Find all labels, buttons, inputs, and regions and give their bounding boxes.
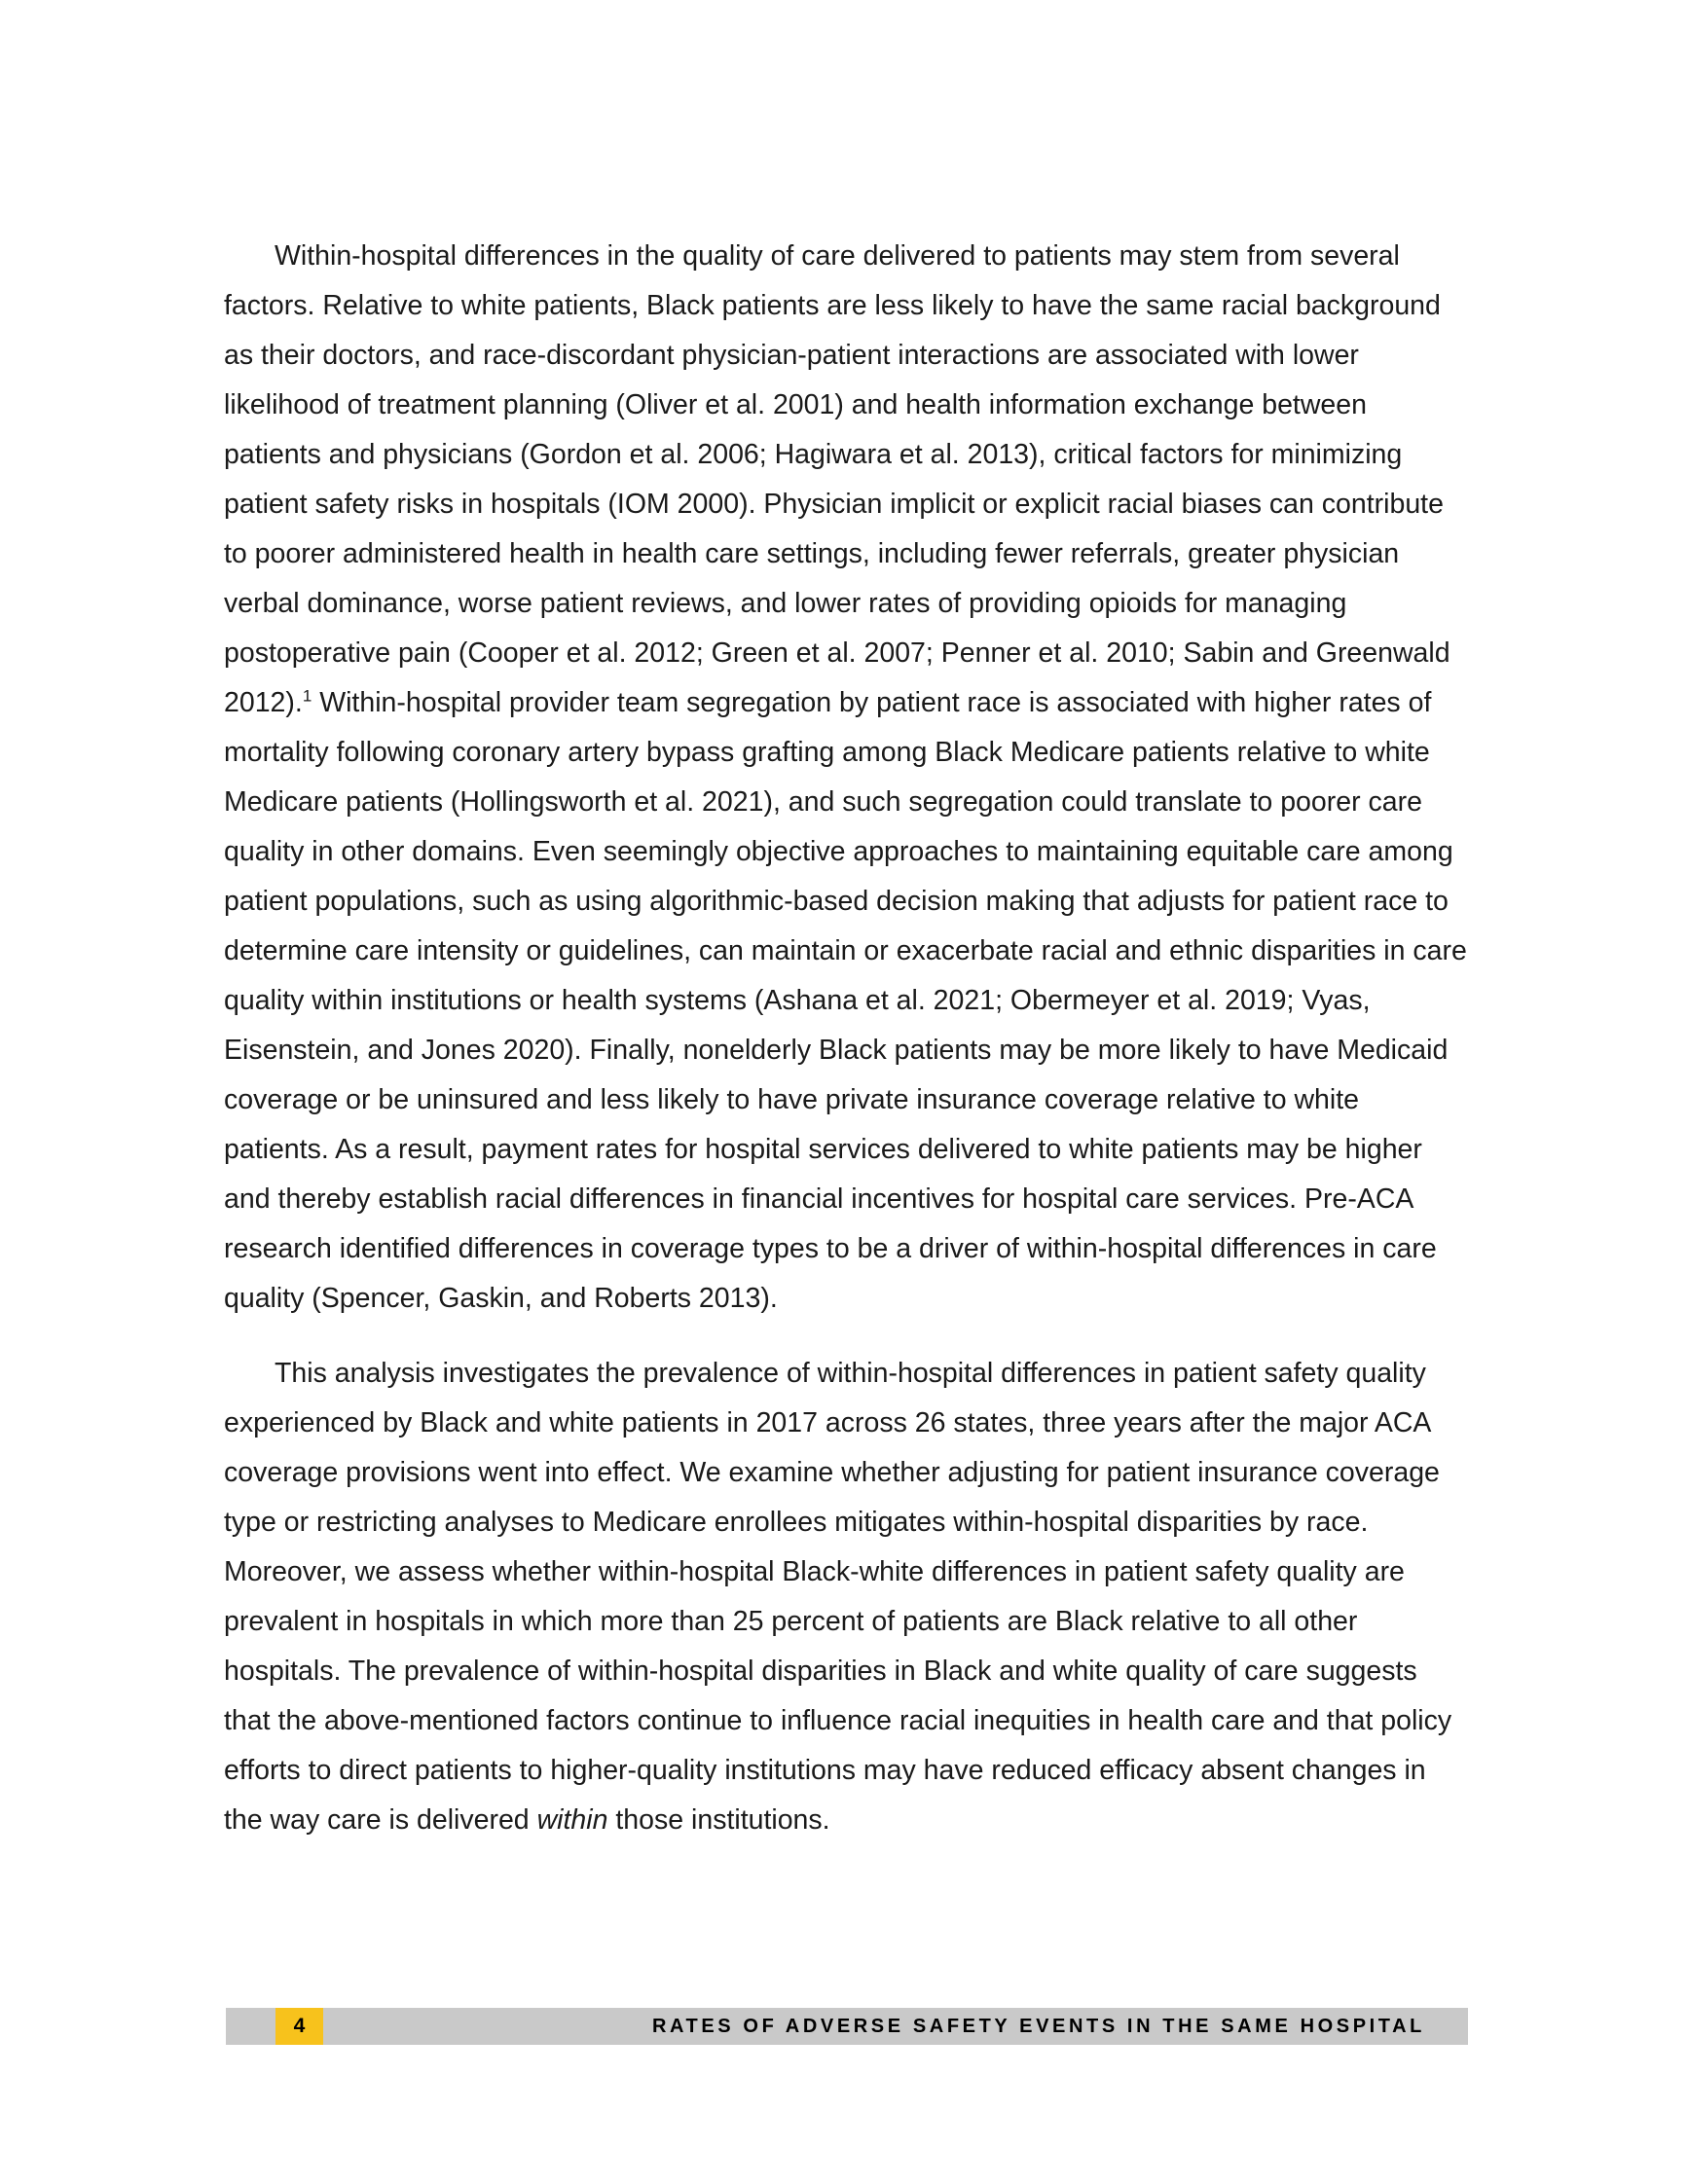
page-number: 4 <box>275 2008 323 2045</box>
paragraph-2 <box>224 1349 1470 1845</box>
footnote-marker[interactable]: 1 <box>302 686 312 706</box>
paragraph-2-text-end: those institutions. <box>607 1804 830 1836</box>
emphasis-within: within <box>536 1804 608 1836</box>
paragraph-1 <box>224 232 1470 1324</box>
running-title: RATES OF ADVERSE SAFETY EVENTS IN THE SAME HOSPITAL <box>651 2016 1425 2037</box>
page-footer <box>226 2008 1468 2045</box>
paragraph-1-text-continued: Within-hospital provider team segregation by patient race is associated with higher rates of mortality following coronary artery bypass grafting among Black Medicare patients relative to white Medicare patients (Hollingsworth et al. 2021), and such segregation could translate to poorer care quality in other domains. Even seemingly objective approaches to maintaining equitable care among patient populations, such as using algorithmic-based decision making that adjusts for patient race to determine care intensity or guidelines, can maintain or exacerbate racial and ethnic disparities in care quality within institutions or health systems (Ashana et al. 2021; Obermeyer et al. 2019; Vyas, Eisenstein, and Jones 2020). Finally, nonelderly Black patients may be more likely to have Medicaid coverage or be uninsured and less likely to have private insurance coverage relative to white patients. As a result, payment rates for hospital services delivered to white patients may be higher and thereby establish racial differences in financial incentives for hospital care services. Pre-ACA research identified differences in coverage types to be a driver of within-hospital differences in care quality (Spencer, Gaskin, and Roberts 2013). <box>224 687 1467 1314</box>
paragraph-1-text: Within-hospital differences in the quality of care delivered to patients may stem from several factors. Relative to white patients, Black patients are less likely to have the same racial background as their doctors, and race-discordant physician-patient interactions are associated with lower likelihood of treatment planning (Oliver et al. 2001) and health information exchange between patients and physicians (Gordon et al. 2006; Hagiwara et al. 2013), critical factors for minimizing patient safety risks in hospitals (IOM 2000). Physician implicit or explicit racial biases can contribute to poorer administered health in health care settings, including fewer referrals, greater physician verbal dominance, worse patient reviews, and lower rates of providing opioids for managing postoperative pain (Cooper et al. 2012; Green et al. 2007; Penner et al. 2010; Sabin and Greenwald 2012). <box>224 240 1450 718</box>
body-text <box>224 232 1470 1845</box>
paragraph-2-text: This analysis investigates the prevalence of within-hospital differences in patient safety quality experienced by Black and white patients in 2017 across 26 states, three years after the major ACA coverage provisions went into effect. We examine whether adjusting for patient insurance coverage type or restricting analyses to Medicare enrollees mitigates within-hospital disparities by race. Moreover, we assess whether within-hospital Black-white differences in patient safety quality are prevalent in hospitals in which more than 25 percent of patients are Black relative to all other hospitals. The prevalence of within-hospital disparities in Black and white quality of care suggests that the above-mentioned factors continue to influence racial inequities in health care and that policy efforts to direct patients to higher-quality institutions may have reduced efficacy absent changes in the way care is delivered <box>224 1358 1452 1836</box>
